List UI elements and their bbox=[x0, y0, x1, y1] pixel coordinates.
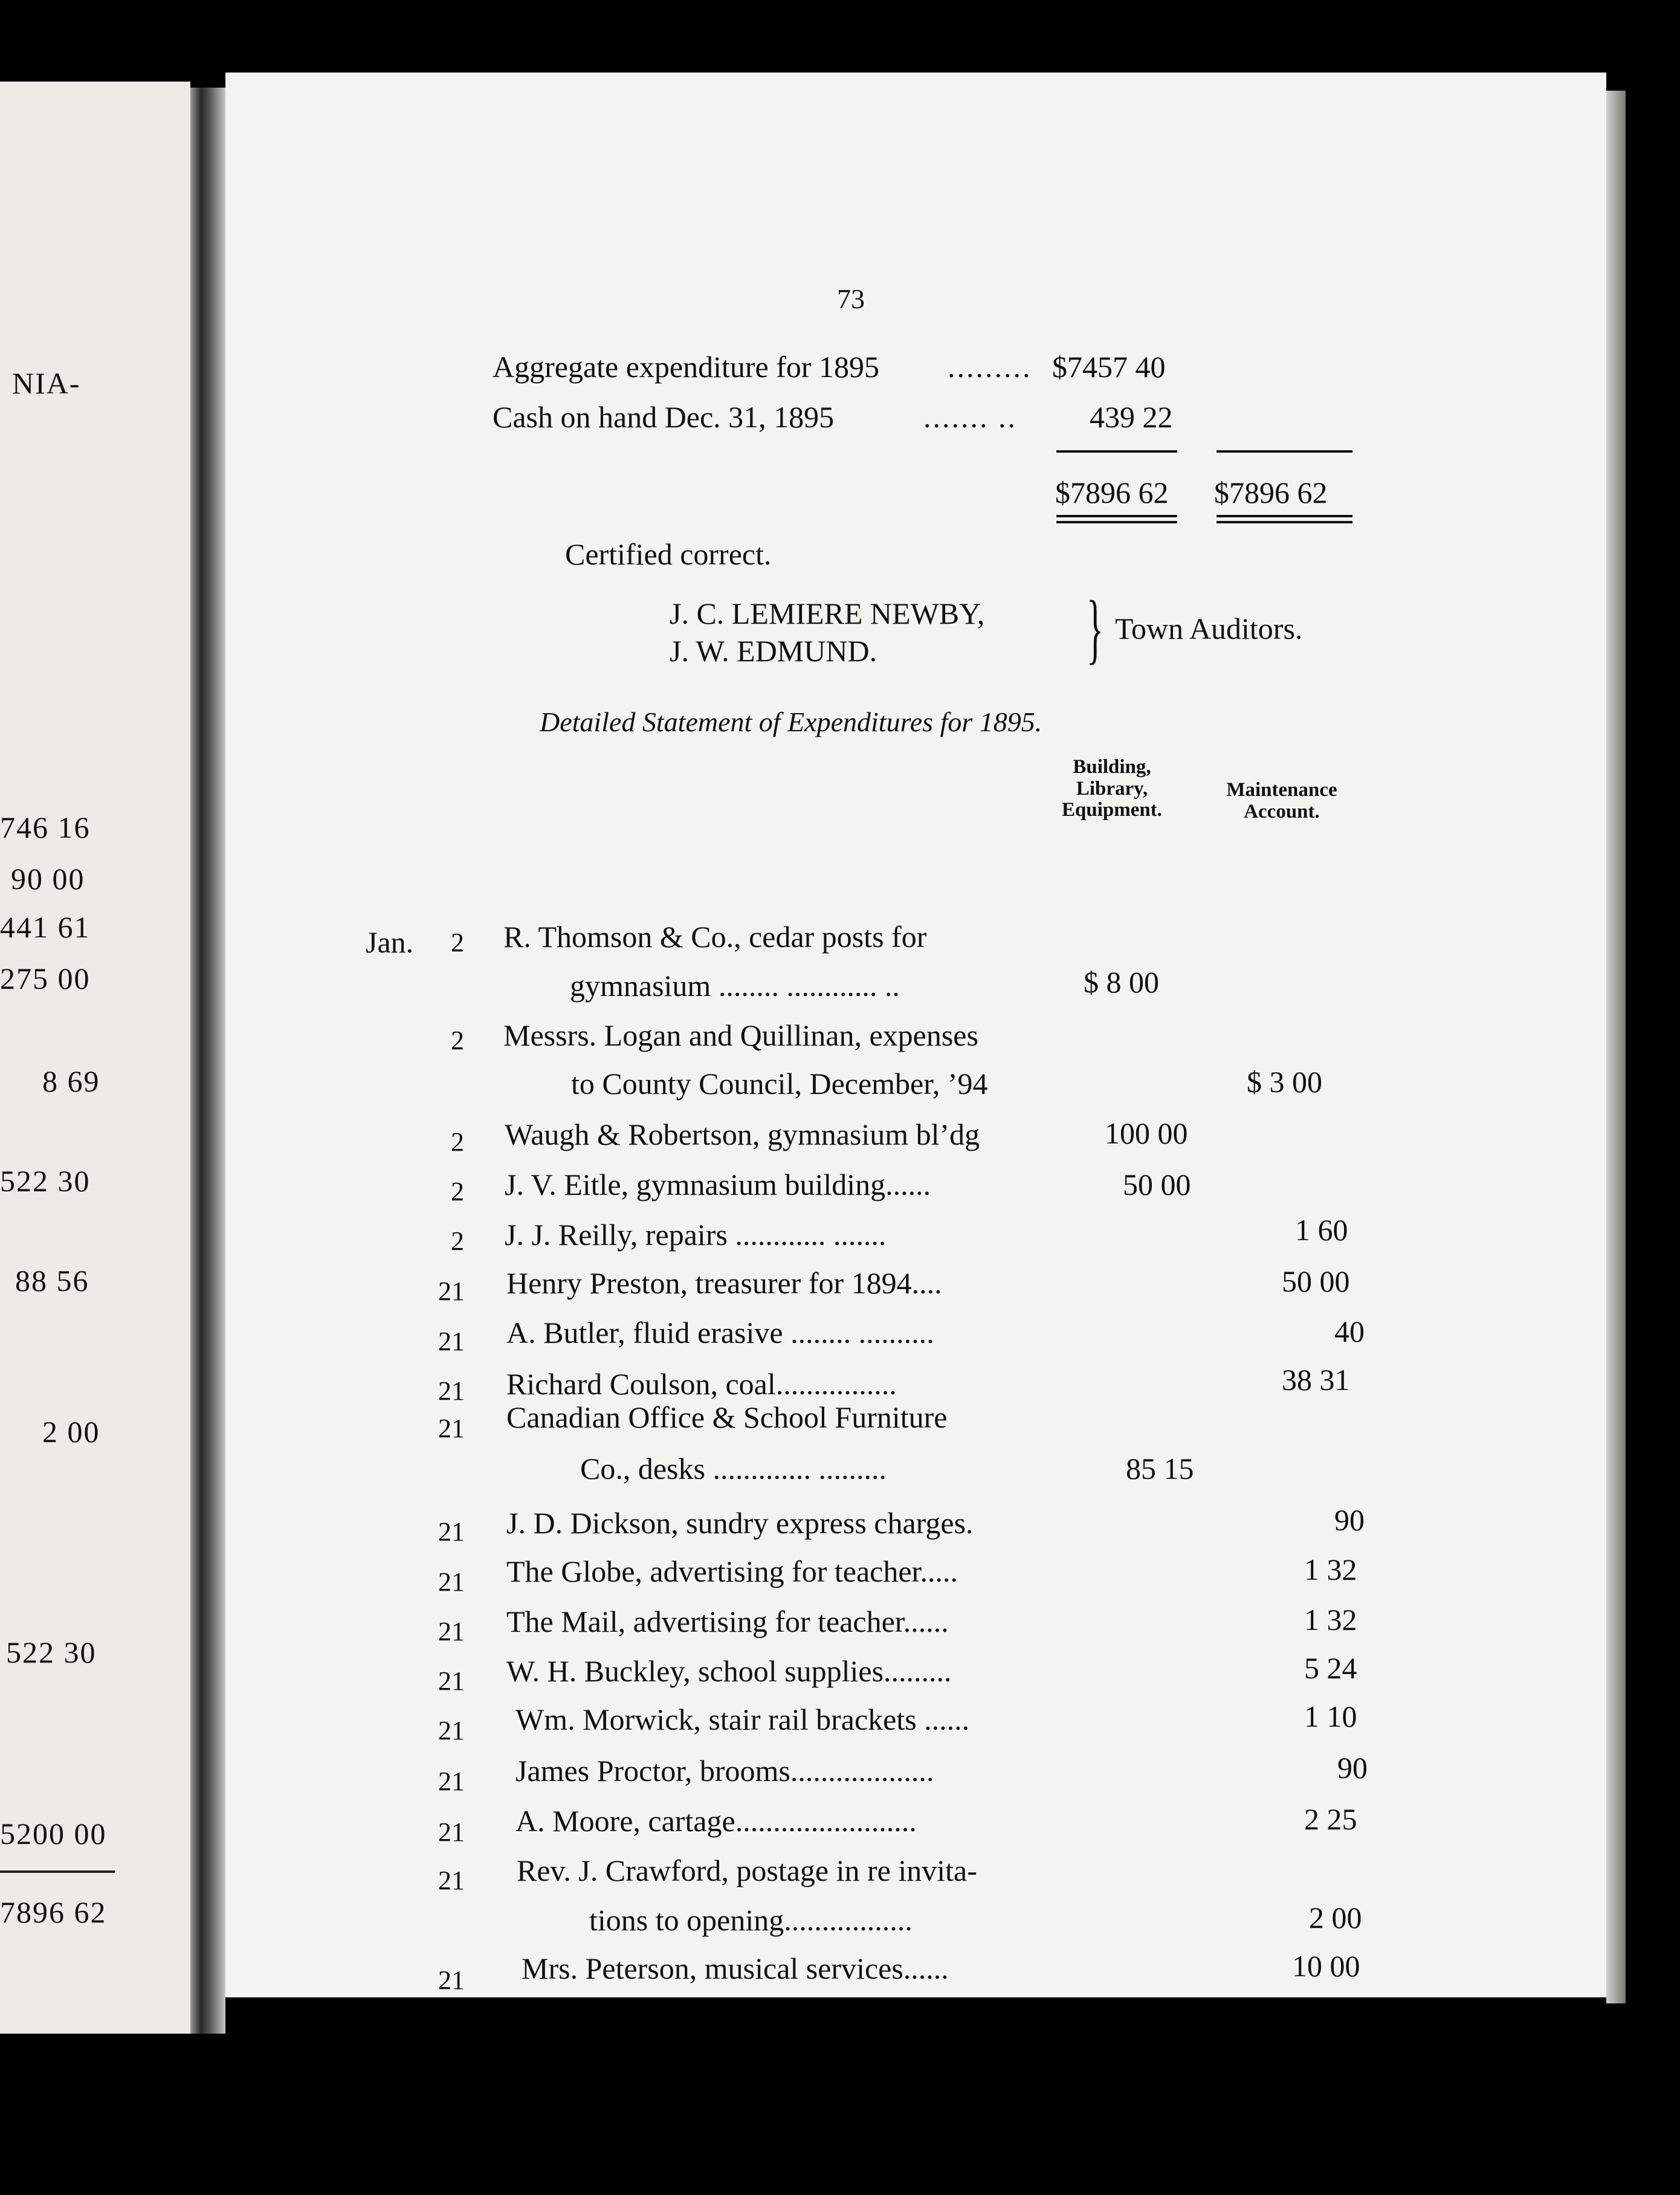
row-building-amount: $ 8 00 bbox=[1084, 965, 1159, 999]
row-day: 2 bbox=[451, 1026, 464, 1055]
row-maintenance-amount: 5 24 bbox=[1304, 1651, 1357, 1685]
row-description: Waugh & Robertson, gymnasium bl’dg bbox=[505, 1117, 980, 1151]
row-maintenance-amount: 50 00 bbox=[1282, 1264, 1350, 1298]
row-description: Mrs. Peterson, musical services...... bbox=[522, 1951, 949, 1985]
row-description: The Globe, advertising for teacher..... bbox=[506, 1554, 958, 1588]
aggregate-leader: ......... bbox=[948, 350, 1032, 384]
statement-title: Detailed Statement of Expenditures for 1895. bbox=[540, 706, 1042, 737]
row-description: J. J. Reilly, repairs ............ ....... bbox=[505, 1218, 887, 1252]
auditor-name: J. C. LEMIERE NEWBY, bbox=[670, 596, 985, 630]
row-maintenance-amount: $ 3 00 bbox=[1247, 1065, 1322, 1099]
aggregate-amount: $7457 40 bbox=[1052, 350, 1166, 384]
left-amount: 90 00 bbox=[11, 862, 85, 896]
row-description: The Mail, advertising for teacher...... bbox=[506, 1605, 949, 1638]
row-description: Canadian Office & School Furniture bbox=[506, 1400, 948, 1434]
row-maintenance-amount: 90 bbox=[1334, 1503, 1365, 1537]
total-double-rule-right bbox=[1216, 515, 1352, 517]
auditor-role: Town Auditors. bbox=[1115, 612, 1303, 645]
row-day: 21 bbox=[438, 1767, 465, 1796]
row-maintenance-amount: 2 25 bbox=[1304, 1802, 1357, 1836]
certified-text: Certified correct. bbox=[565, 537, 772, 571]
left-amount: 522 30 bbox=[6, 1635, 97, 1669]
page-edge bbox=[1606, 91, 1626, 2003]
left-header-fragment: NIA- bbox=[12, 366, 81, 400]
row-description: James Proctor, brooms................... bbox=[515, 1754, 934, 1788]
row-maintenance-amount: 1 32 bbox=[1304, 1553, 1357, 1586]
row-description: Henry Preston, treasurer for 1894.... bbox=[506, 1266, 942, 1300]
row-description: Richard Coulson, coal................ bbox=[506, 1367, 897, 1401]
row-description: Rev. J. Crawford, postage in re invita- bbox=[517, 1854, 977, 1887]
row-day: 2 bbox=[451, 1127, 464, 1157]
total-rule-left bbox=[1056, 450, 1177, 453]
left-total-rule bbox=[0, 1870, 115, 1873]
row-day: 2 bbox=[451, 1226, 464, 1256]
row-maintenance-amount: 1 32 bbox=[1304, 1603, 1357, 1637]
total-double-rule-left bbox=[1056, 521, 1177, 523]
column-header-building: Building, Library, Equipment. bbox=[1062, 756, 1162, 821]
row-day: 21 bbox=[438, 1276, 465, 1306]
row-description: Wm. Morwick, stair rail brackets ...... bbox=[515, 1702, 970, 1736]
main-page bbox=[225, 73, 1606, 1997]
row-description: R. Thomson & Co., cedar posts for bbox=[503, 920, 927, 954]
cash-leader: ....... .. bbox=[923, 400, 1017, 434]
row-maintenance-amount: 2 00 bbox=[1309, 1901, 1362, 1935]
row-maintenance-amount: 10 00 bbox=[1292, 1949, 1360, 1983]
row-day: 21 bbox=[438, 1817, 465, 1847]
brace-glyph: } bbox=[1087, 585, 1104, 672]
book-gutter bbox=[190, 88, 225, 2034]
row-description: Co., desks ............. ......... bbox=[580, 1452, 887, 1485]
row-description: J. V. Eitle, gymnasium building...... bbox=[505, 1168, 931, 1201]
row-building-amount: 100 00 bbox=[1105, 1116, 1188, 1150]
row-day: 2 bbox=[451, 928, 464, 957]
row-maintenance-amount: 40 bbox=[1334, 1314, 1365, 1348]
row-description: Messrs. Logan and Quillinan, expenses bbox=[503, 1018, 978, 1052]
row-description: J. D. Dickson, sundry express charges. bbox=[506, 1506, 974, 1540]
row-day: 21 bbox=[438, 1965, 465, 1995]
row-maintenance-amount: 1 10 bbox=[1304, 1699, 1357, 1733]
row-day: 21 bbox=[438, 1327, 465, 1356]
row-day: 21 bbox=[438, 1567, 465, 1597]
page-number: 73 bbox=[837, 283, 865, 314]
row-maintenance-amount: 90 bbox=[1337, 1751, 1368, 1785]
total-double-rule-left bbox=[1056, 515, 1177, 517]
left-amount: 2 00 bbox=[42, 1415, 100, 1449]
aggregate-label: Aggregate expenditure for 1895 bbox=[493, 350, 880, 384]
cash-label: Cash on hand Dec. 31, 1895 bbox=[493, 400, 835, 434]
total-rule-right bbox=[1216, 450, 1352, 453]
row-day: 21 bbox=[438, 1517, 465, 1547]
month-label: Jan. bbox=[366, 925, 414, 959]
row-building-amount: 50 00 bbox=[1123, 1168, 1191, 1201]
row-description: A. Butler, fluid erasive ........ .......... bbox=[506, 1316, 934, 1350]
left-amount: 746 16 bbox=[0, 810, 91, 844]
total-double-rule-right bbox=[1216, 521, 1352, 523]
auditor-name: J. W. EDMUND. bbox=[670, 634, 877, 668]
row-description: A. Moore, cartage........................ bbox=[515, 1804, 917, 1838]
row-description: W. H. Buckley, school supplies......... bbox=[506, 1654, 952, 1688]
left-amount: 275 00 bbox=[0, 962, 91, 995]
column-header-maintenance: Maintenance Account. bbox=[1226, 779, 1337, 823]
cash-amount: 439 22 bbox=[1090, 400, 1173, 434]
row-day: 21 bbox=[438, 1617, 465, 1646]
left-amount: 441 61 bbox=[0, 910, 91, 944]
row-day: 21 bbox=[438, 1866, 465, 1895]
row-day: 2 bbox=[451, 1177, 464, 1206]
left-amount: 88 56 bbox=[15, 1264, 89, 1298]
row-description: tions to opening................. bbox=[589, 1903, 913, 1937]
row-description: gymnasium ........ ............ .. bbox=[570, 969, 900, 1003]
previous-page bbox=[0, 82, 190, 2034]
row-day: 21 bbox=[438, 1414, 465, 1443]
row-maintenance-amount: 1 60 bbox=[1295, 1213, 1348, 1247]
row-maintenance-amount: 38 31 bbox=[1282, 1363, 1350, 1397]
row-building-amount: 85 15 bbox=[1126, 1452, 1194, 1485]
left-amount: 522 30 bbox=[0, 1164, 91, 1198]
total-left: $7896 62 bbox=[1055, 476, 1169, 509]
row-day: 21 bbox=[438, 1666, 465, 1696]
total-right: $7896 62 bbox=[1214, 476, 1328, 509]
left-amount: 8 69 bbox=[42, 1064, 100, 1098]
row-day: 21 bbox=[438, 1376, 465, 1406]
left-amount: 7896 62 bbox=[0, 1895, 107, 1929]
row-description: to County Council, December, ’94 bbox=[571, 1067, 988, 1101]
left-amount: 5200 00 bbox=[0, 1817, 107, 1851]
row-day: 21 bbox=[438, 1716, 465, 1745]
